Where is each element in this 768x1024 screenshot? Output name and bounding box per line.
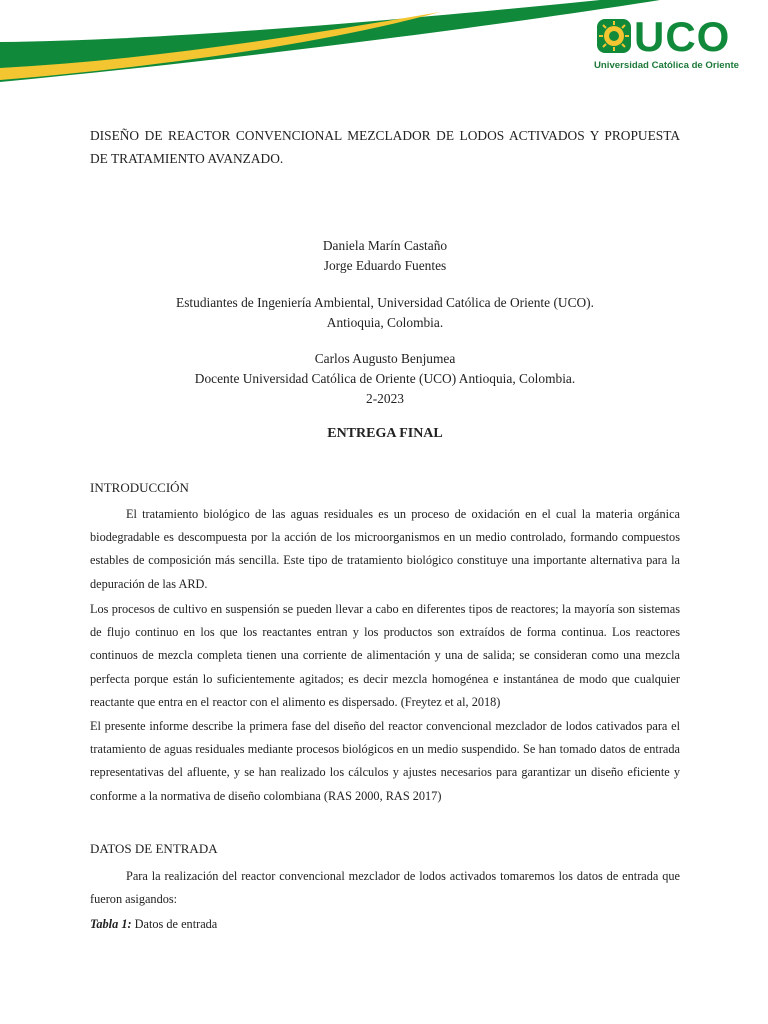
deliverable-heading: ENTREGA FINAL xyxy=(327,426,443,441)
advisor-block xyxy=(90,349,680,409)
author-name: Daniela Marín Castaño xyxy=(322,238,448,253)
document-title: DISEÑO DE REACTOR CONVENCIONAL MEZCLADOR DE LODOS ACTIVADOS Y PROPUESTA DE TRATAMIENTO AVANZADO. xyxy=(90,128,680,166)
introduction-heading: INTRODUCCIÓN xyxy=(90,480,189,495)
body-paragraph: Para la realización del reactor convencional mezclador de lodos activados tomaremos los datos de entrada que fueron asigandos: xyxy=(90,869,680,907)
affiliation-block xyxy=(90,293,680,333)
logo-subtitle: Universidad Católica de Oriente xyxy=(594,60,740,71)
advisor-affiliation: Docente Universidad Católica de Oriente (UCO) Antioquia, Colombia. xyxy=(194,371,576,386)
sun-emblem-icon xyxy=(596,18,632,54)
affiliation-line: Estudiantes de Ingeniería Ambiental, Universidad Católica de Oriente (UCO). xyxy=(176,295,594,310)
table-caption xyxy=(90,917,217,932)
body-paragraph: El presente informe describe la primera fase del diseño del reactor convencional mezclador de lodos cativados para el tratamiento de aguas residuales mediante procesos biológicos en un medio suspendido. Se han tomado datos de entrada representativas del afluente, y se han realizado los cálculos y ajustes necesarios para garantizar un diseño eficiente y conforme a la normativa de diseño colombiana (RAS 2000, RAS 2017) xyxy=(90,719,680,803)
body-paragraph: El tratamiento biológico de las aguas residuales es un proceso de oxidación en el cual la materia orgánica biodegradable es descompuesta por la acción de los microorganismos en un medio controlado, formando compuestos estables de composición más sencilla. Este tipo de tratamiento biológico constituye una importante alternativa para la depuración de las ARD. xyxy=(90,507,680,591)
author-name: Jorge Eduardo Fuentes xyxy=(323,258,447,273)
table-caption-text: Datos de entrada xyxy=(134,917,218,931)
authors-block xyxy=(90,236,680,276)
logo-wordmark: UCO xyxy=(634,13,731,60)
affiliation-line: Antioquia, Colombia. xyxy=(326,315,444,330)
uco-logo xyxy=(594,13,764,76)
table-caption-label: Tabla 1: xyxy=(90,917,132,931)
advisor-name: Carlos Augusto Benjumea xyxy=(314,351,456,366)
body-paragraph: Los procesos de cultivo en suspensión se pueden llevar a cabo en diferentes tipos de reactores; la mayoría son sistemas de flujo continuo en los que los reactantes entran y los productos son extraídos de forma continua. Los reactores continuos de mezcla completa tienen una corriente de alimentación y una de salida; se consideran como una mezcla perfecta porque están lo suficientemente agitados; es decir mezcla homogénea e instantánea de modo que cualquier reactante que entra en el reactor con el alimento es dispersado. (Freytez et al, 2018) xyxy=(90,602,680,709)
document-date: 2-2023 xyxy=(366,391,404,406)
data-heading: DATOS DE ENTRADA xyxy=(90,841,218,856)
